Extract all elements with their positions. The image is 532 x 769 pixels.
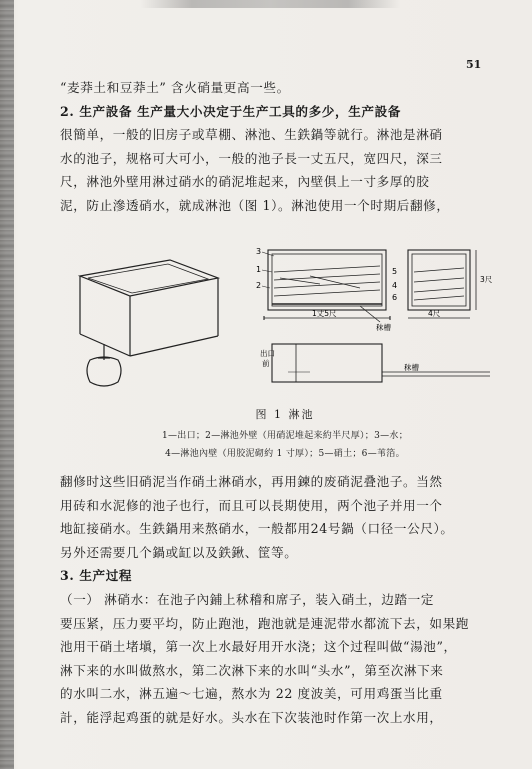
text-line: 計，能浮起鸡蛋的就是好水。头水在下次装池时作第一次上水用，	[60, 709, 443, 725]
label-front: 前	[262, 359, 270, 368]
figure-title: 图 1 淋池	[255, 408, 315, 421]
text-line: 很簡单，一般的旧房子或草棚、淋池、生鉄鍋等就行。淋池是淋硝	[60, 127, 443, 143]
pool-plan-view	[272, 344, 490, 382]
top-text-block	[60, 76, 510, 218]
text-line: 要压紧，压力要平均，防止跑池，跑池就是連泥带水都流下去，如果跑	[60, 615, 470, 631]
section-heading-equipment: 2. 生产設备 生产量大小决定于生产工具的多少，生产設备	[60, 103, 401, 119]
text-line: （一） 淋硝水：在池子內鋪上秫稽和席子，装入硝土，边踏一定	[60, 591, 435, 607]
label-outlet: 出口	[260, 349, 275, 358]
text-line: 翻修时这些旧硝泥当作硝土淋硝水，再用鍊的废硝泥叠池子。当然	[60, 474, 443, 489]
bottom-text-block	[60, 470, 510, 730]
label-rail: 秣槽	[404, 363, 419, 372]
text-line: 淋下来的水叫做熬水，第二次淋下来的水叫“头水”，第至次淋下来	[60, 662, 444, 678]
figure-legend-line-2: 4—淋池內壁（用胶泥砌約 1 寸厚）；5—硝土；6—苇箔。	[165, 449, 405, 459]
top-scan-artifact	[140, 0, 400, 8]
label-width: 4尺	[428, 309, 441, 318]
label-length: 1丈5尺	[312, 309, 337, 318]
label-4: 4	[392, 281, 398, 290]
label-trough: 秣槽	[376, 323, 391, 332]
text-line: 另外还需要几个鍋或缸以及鉄鍬、筐等。	[60, 544, 298, 560]
page-number: 51	[466, 58, 482, 71]
label-1: 1	[256, 265, 262, 274]
label-2: 2	[256, 281, 262, 290]
text-line: 用砖和水泥修的池子也行，而且可以長期使用，两个池子并用一个	[60, 497, 443, 513]
book-spine-shadow	[0, 0, 14, 769]
text-line: 水的池子，规格可大可小，一般的池子長一丈五尺，宽四尺，深三	[60, 150, 443, 166]
text-line: 泥，防止滲透硝水，就成淋池（图 1）。淋池使用一个时期后翻修，	[60, 197, 450, 213]
label-depth: 3尺	[480, 275, 493, 284]
section-heading-process: 3. 生产过程	[60, 568, 133, 584]
text-line: “麦莽土和豆莽土” 含火硝量更高一些。	[60, 80, 290, 95]
pool-perspective-drawing	[80, 260, 218, 386]
text-line: 尺，淋池外壁用淋过硝水的硝泥堆起来，內壁俱上一寸多厚的胶	[60, 174, 430, 190]
pool-cross-section-short	[408, 250, 476, 318]
text-line: 地缸接硝水。生鉄鍋用来熬硝水，一般都用24号鍋（口径一公尺）。	[60, 521, 454, 537]
figure-legend-line-1: 1—出口；2—淋池外壁（用硝泥堆起来約半尺厚）；3—水；	[161, 431, 409, 441]
figure-leaching-pool	[60, 232, 510, 400]
text-line: 池用干硝土堵塡，第一次上水最好用开水浇；这个过程叫做“湯池”，	[60, 639, 457, 655]
label-3: 3	[256, 247, 262, 256]
text-line: 的水叫二水，淋五遍～七遍，熬水为 22 度波美，可用鸡蛋当比重	[60, 686, 443, 702]
label-5: 5	[392, 267, 398, 276]
label-6: 6	[392, 293, 398, 302]
